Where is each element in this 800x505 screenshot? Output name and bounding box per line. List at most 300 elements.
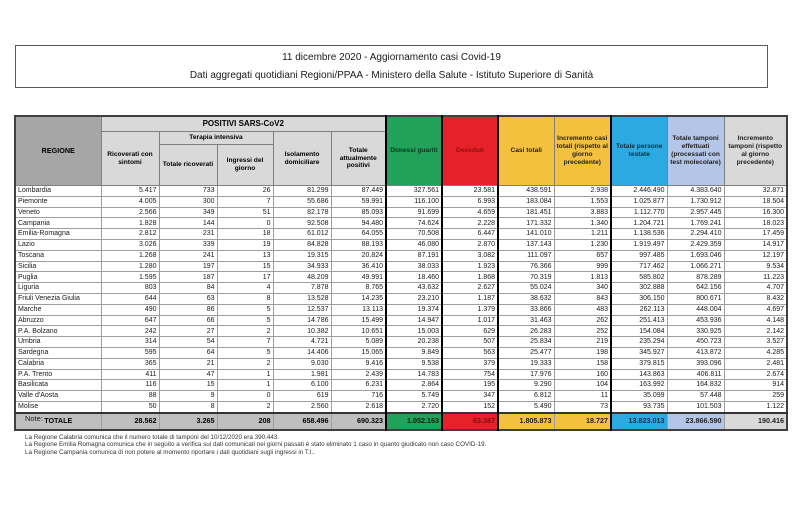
value-cell: 2.627 [442,283,498,294]
value-cell: 1.204.721 [611,218,667,229]
value-cell: 87.191 [386,250,442,261]
value-cell: 6.993 [442,196,498,207]
value-cell: 1.828 [101,218,159,229]
table-row [15,261,787,272]
value-cell: 306.150 [611,293,667,304]
value-cell: 9.534 [724,261,787,272]
table-row [15,293,787,304]
value-cell: 2 [217,326,273,337]
value-cell: 6.100 [273,380,331,391]
value-cell: 1.769.241 [667,218,724,229]
value-cell: 347 [442,391,498,402]
page-subtitle: Dati aggregati quotidiani Regioni/PPAA - Ministero della Salute - Istituto Superiore di Sanità [189,69,594,81]
value-cell: 2.560 [273,401,331,412]
value-cell: 7 [217,337,273,348]
value-cell: 5 [217,315,273,326]
value-cell: 1.187 [442,293,498,304]
value-cell: 241 [159,250,217,261]
value-cell: 2.864 [386,380,442,391]
value-cell: 34.933 [273,261,331,272]
value-cell: 25.477 [498,347,554,358]
value-cell: 94.480 [331,218,386,229]
value-cell: 716 [331,391,386,402]
value-cell: 8 [159,401,217,412]
value-cell: 1.595 [101,272,159,283]
table-row [15,380,787,391]
total-value-cell: 690.323 [331,413,386,430]
page-title: 11 dicembre 2020 - Aggiornamento casi Covid-19 [282,52,501,64]
value-cell: 111.097 [498,250,554,261]
table-row [15,272,787,283]
value-cell: 43.632 [386,283,442,294]
value-cell: 2.446.490 [611,186,667,197]
value-cell: 411 [101,369,159,380]
value-cell: 1.268 [101,250,159,261]
note-line: La Regione Calabria comunica che il numero totale di tamponi del 10/12/2020 era 390.443. [25,434,280,441]
value-cell: 49.991 [331,272,386,283]
value-cell: 20.824 [331,250,386,261]
table-row [15,337,787,348]
region-name: P.A. Bolzano [15,326,101,337]
value-cell: 314 [101,337,159,348]
covid-table [14,115,788,431]
value-cell: 3.527 [724,337,787,348]
value-cell: 11.223 [724,272,787,283]
table-row [15,283,787,294]
header-group-positivi: POSITIVI SARS-CoV2 [101,116,386,132]
value-cell: 64 [159,347,217,358]
value-cell: 51 [217,207,273,218]
value-cell: 55.024 [498,283,554,294]
region-name: Emilia-Romagna [15,229,101,240]
value-cell: 1.017 [442,315,498,326]
value-cell: 38.033 [386,261,442,272]
value-cell: 2.720 [386,401,442,412]
value-cell: 1.230 [554,239,611,250]
value-cell: 345.927 [611,347,667,358]
region-name: Calabria [15,358,101,369]
value-cell: 2.618 [331,401,386,412]
value-cell: 262 [554,315,611,326]
value-cell: 1.813 [554,272,611,283]
value-cell: 379.815 [611,358,667,369]
value-cell: 35.099 [611,391,667,402]
value-cell: 4.707 [724,283,787,294]
value-cell: 15.003 [386,326,442,337]
table-body [15,186,787,430]
table-row [15,229,787,240]
value-cell: 55.686 [273,196,331,207]
value-cell: 9.849 [386,347,442,358]
value-cell: 642.156 [667,283,724,294]
value-cell: 87.449 [331,186,386,197]
value-cell: 158 [554,358,611,369]
value-cell: 262.113 [611,304,667,315]
value-cell: 14.406 [273,347,331,358]
value-cell: 163.992 [611,380,667,391]
value-cell: 490 [101,304,159,315]
value-cell: 5.417 [101,186,159,197]
value-cell: 914 [724,380,787,391]
value-cell: 101.503 [667,401,724,412]
table-row [15,369,787,380]
value-cell: 48.209 [273,272,331,283]
value-cell: 1.919.497 [611,239,667,250]
value-cell: 31.463 [498,315,554,326]
value-cell: 33.866 [498,304,554,315]
value-cell: 57.448 [667,391,724,402]
value-cell: 10.651 [331,326,386,337]
notes-list [25,434,765,456]
value-cell: 66 [159,315,217,326]
value-cell: 59.991 [331,196,386,207]
region-name: Sicilia [15,261,101,272]
value-cell: 453.936 [667,315,724,326]
value-cell: 76.366 [498,261,554,272]
value-cell: 4 [217,283,273,294]
value-cell: 3.082 [442,250,498,261]
table-row [15,315,787,326]
value-cell: 86 [159,304,217,315]
value-cell: 327.561 [386,186,442,197]
region-name: Abruzzo [15,315,101,326]
value-cell: 32.871 [724,186,787,197]
value-cell: 74.624 [386,218,442,229]
table-row [15,326,787,337]
table-row [15,391,787,402]
value-cell: 82.178 [273,207,331,218]
value-cell: 252 [554,326,611,337]
value-cell: 0 [217,391,273,402]
value-cell: 14.917 [724,239,787,250]
total-label: TOTALE [15,413,101,430]
table-row [15,186,787,197]
table-row [15,401,787,412]
value-cell: 379 [442,358,498,369]
value-cell: 800.671 [667,293,724,304]
value-cell: 1.379 [442,304,498,315]
value-cell: 1.340 [554,218,611,229]
value-cell: 18.023 [724,218,787,229]
value-cell: 1.923 [442,261,498,272]
value-cell: 619 [273,391,331,402]
value-cell: 448.004 [667,304,724,315]
value-cell: 198 [554,347,611,358]
value-cell: 171.332 [498,218,554,229]
value-cell: 1.066.271 [667,261,724,272]
value-cell: 7.878 [273,283,331,294]
value-cell: 85.093 [331,207,386,218]
value-cell: 12.197 [724,250,787,261]
value-cell: 143.863 [611,369,667,380]
value-cell: 70.508 [386,229,442,240]
value-cell: 164.832 [667,380,724,391]
value-cell: 54 [159,337,217,348]
value-cell: 563 [442,347,498,358]
region-name: Piemonte [15,196,101,207]
value-cell: 340 [554,283,611,294]
value-cell: 2.429.359 [667,239,724,250]
region-name: Lazio [15,239,101,250]
value-cell: 1 [217,380,273,391]
value-cell: 2.481 [724,358,787,369]
value-cell: 17.459 [724,229,787,240]
value-cell: 2 [217,358,273,369]
value-cell: 4.148 [724,315,787,326]
value-cell: 14.783 [386,369,442,380]
value-cell: 1.138.536 [611,229,667,240]
value-cell: 438.591 [498,186,554,197]
value-cell: 4.659 [442,207,498,218]
value-cell: 3.883 [554,207,611,218]
value-cell: 13.113 [331,304,386,315]
value-cell: 251.413 [611,315,667,326]
value-cell: 1.025.877 [611,196,667,207]
value-cell: 183.084 [498,196,554,207]
value-cell: 242 [101,326,159,337]
value-cell: 878.289 [667,272,724,283]
value-cell: 406.811 [667,369,724,380]
value-cell: 1.211 [554,229,611,240]
value-cell: 2.228 [442,218,498,229]
value-cell: 197 [159,261,217,272]
region-name: Puglia [15,272,101,283]
region-name: P.A. Trento [15,369,101,380]
value-cell: 5.089 [331,337,386,348]
value-cell: 15 [159,380,217,391]
value-cell: 2.870 [442,239,498,250]
value-cell: 2.566 [101,207,159,218]
total-value-cell: 190.416 [724,413,787,430]
value-cell: 2.674 [724,369,787,380]
value-cell: 15 [217,261,273,272]
value-cell: 13 [217,250,273,261]
notes-section [25,414,765,456]
table-row [15,218,787,229]
table-row [15,304,787,315]
value-cell: 997.485 [611,250,667,261]
value-cell: 141.010 [498,229,554,240]
value-cell: 73 [554,401,611,412]
value-cell: 160 [554,369,611,380]
value-cell: 195 [442,380,498,391]
header-incremento-casi: Incremento casi totali (rispetto al giorno precedente) [554,116,611,186]
total-value-cell: 18.727 [554,413,611,430]
value-cell: 1.981 [273,369,331,380]
value-cell: 84 [159,283,217,294]
value-cell: 14.786 [273,315,331,326]
value-cell: 259 [724,391,787,402]
value-cell: 629 [442,326,498,337]
value-cell: 14.235 [331,293,386,304]
value-cell: 393.096 [667,358,724,369]
total-value-cell: 13.823.013 [611,413,667,430]
value-cell: 330.925 [667,326,724,337]
value-cell: 181.451 [498,207,554,218]
value-cell: 23.581 [442,186,498,197]
total-value-cell: 63.387 [442,413,498,430]
value-cell: 302.888 [611,283,667,294]
value-cell: 6.812 [498,391,554,402]
value-cell: 1.122 [724,401,787,412]
total-value-cell: 1.805.873 [498,413,554,430]
value-cell: 2.812 [101,229,159,240]
value-cell: 365 [101,358,159,369]
value-cell: 116.100 [386,196,442,207]
value-cell: 1 [217,369,273,380]
value-cell: 12.537 [273,304,331,315]
value-cell: 11 [554,391,611,402]
value-cell: 1.553 [554,196,611,207]
value-cell: 88.193 [331,239,386,250]
region-name: Umbria [15,337,101,348]
value-cell: 17.976 [498,369,554,380]
value-cell: 21 [159,358,217,369]
value-cell: 81.299 [273,186,331,197]
value-cell: 144 [159,218,217,229]
value-cell: 585.802 [611,272,667,283]
region-name: Marche [15,304,101,315]
value-cell: 92.508 [273,218,331,229]
value-cell: 843 [554,293,611,304]
header-persone-testate: Totale persone testate [611,116,667,186]
value-cell: 137.143 [498,239,554,250]
value-cell: 61.012 [273,229,331,240]
value-cell: 8.765 [331,283,386,294]
value-cell: 450.723 [667,337,724,348]
value-cell: 219 [554,337,611,348]
value-cell: 25.834 [498,337,554,348]
value-cell: 18.460 [386,272,442,283]
value-cell: 2.957.445 [667,207,724,218]
value-cell: 2.938 [554,186,611,197]
total-value-cell: 23.866.590 [667,413,724,430]
value-cell: 8 [217,293,273,304]
value-cell: 0 [217,218,273,229]
value-cell: 4.721 [273,337,331,348]
value-cell: 152 [442,401,498,412]
value-cell: 20.238 [386,337,442,348]
value-cell: 803 [101,283,159,294]
value-cell: 657 [554,250,611,261]
value-cell: 9.538 [386,358,442,369]
value-cell: 4.383.640 [667,186,724,197]
header-regione: REGIONE [15,116,101,186]
value-cell: 1.693.046 [667,250,724,261]
value-cell: 5 [217,304,273,315]
value-cell: 38.632 [498,293,554,304]
value-cell: 26 [217,186,273,197]
value-cell: 9.416 [331,358,386,369]
header-deceduti: Deceduti [442,116,498,186]
value-cell: 3.026 [101,239,159,250]
table-row [15,239,787,250]
value-cell: 84.828 [273,239,331,250]
header-attualmente-positivi: Totale attualmente positivi [331,132,386,186]
value-cell: 231 [159,229,217,240]
value-cell: 5 [217,347,273,358]
value-cell: 70.319 [498,272,554,283]
region-name: Liguria [15,283,101,294]
value-cell: 754 [442,369,498,380]
region-name: Molise [15,401,101,412]
table-row [15,196,787,207]
header-casi-totali: Casi totali [498,116,554,186]
header-isolamento: Isolamento domiciliare [273,132,331,186]
value-cell: 13.528 [273,293,331,304]
header-totale-ricoverati: Totale ricoverati [159,145,217,186]
value-cell: 2.439 [331,369,386,380]
value-cell: 7 [217,196,273,207]
value-cell: 16.300 [724,207,787,218]
table-row [15,358,787,369]
note-line: La Regione Campania comunica di non potere al momento riportare i dati quotidiani sugli ingressi in T.I.. [25,448,316,456]
value-cell: 18 [217,229,273,240]
value-cell: 93.735 [611,401,667,412]
header-ingressi-giorno: Ingressi del giorno [217,145,273,186]
value-cell: 2 [217,401,273,412]
notes-label: Note: [25,414,43,423]
value-cell: 300 [159,196,217,207]
value-cell: 18.504 [724,196,787,207]
value-cell: 47 [159,369,217,380]
region-name: Lombardia [15,186,101,197]
total-value-cell: 28.562 [101,413,159,430]
value-cell: 9 [159,391,217,402]
value-cell: 6.447 [442,229,498,240]
value-cell: 88 [101,391,159,402]
value-cell: 717.462 [611,261,667,272]
value-cell: 595 [101,347,159,358]
total-value-cell: 3.265 [159,413,217,430]
value-cell: 4.285 [724,347,787,358]
total-value-cell: 1.052.163 [386,413,442,430]
table-row [15,207,787,218]
total-value-cell: 658.496 [273,413,331,430]
value-cell: 2.142 [724,326,787,337]
value-cell: 14.947 [386,315,442,326]
value-cell: 23.210 [386,293,442,304]
value-cell: 339 [159,239,217,250]
value-cell: 64.055 [331,229,386,240]
header-dimessi-guariti: Dimessi guariti [386,116,442,186]
region-name: Basilicata [15,380,101,391]
header-group-terapia-intensiva: Terapia intensiva [159,132,273,145]
value-cell: 26.283 [498,326,554,337]
value-cell: 17 [217,272,273,283]
value-cell: 413.872 [667,347,724,358]
value-cell: 91.699 [386,207,442,218]
value-cell: 349 [159,207,217,218]
title-box [15,45,768,88]
value-cell: 104 [554,380,611,391]
table-row [15,250,787,261]
header-tamponi-effettuati: Totale tamponi effettuati (processati con test molecolare) [667,116,724,186]
region-name: Friuli Venezia Giulia [15,293,101,304]
value-cell: 187 [159,272,217,283]
value-cell: 19.315 [273,250,331,261]
value-cell: 36.410 [331,261,386,272]
value-cell: 1.868 [442,272,498,283]
table-header [15,116,787,186]
value-cell: 63 [159,293,217,304]
value-cell: 999 [554,261,611,272]
value-cell: 116 [101,380,159,391]
table-row [15,347,787,358]
value-cell: 8.432 [724,293,787,304]
value-cell: 9.030 [273,358,331,369]
header-ricoverati-sintomi: Ricoverati con sintomi [101,132,159,186]
